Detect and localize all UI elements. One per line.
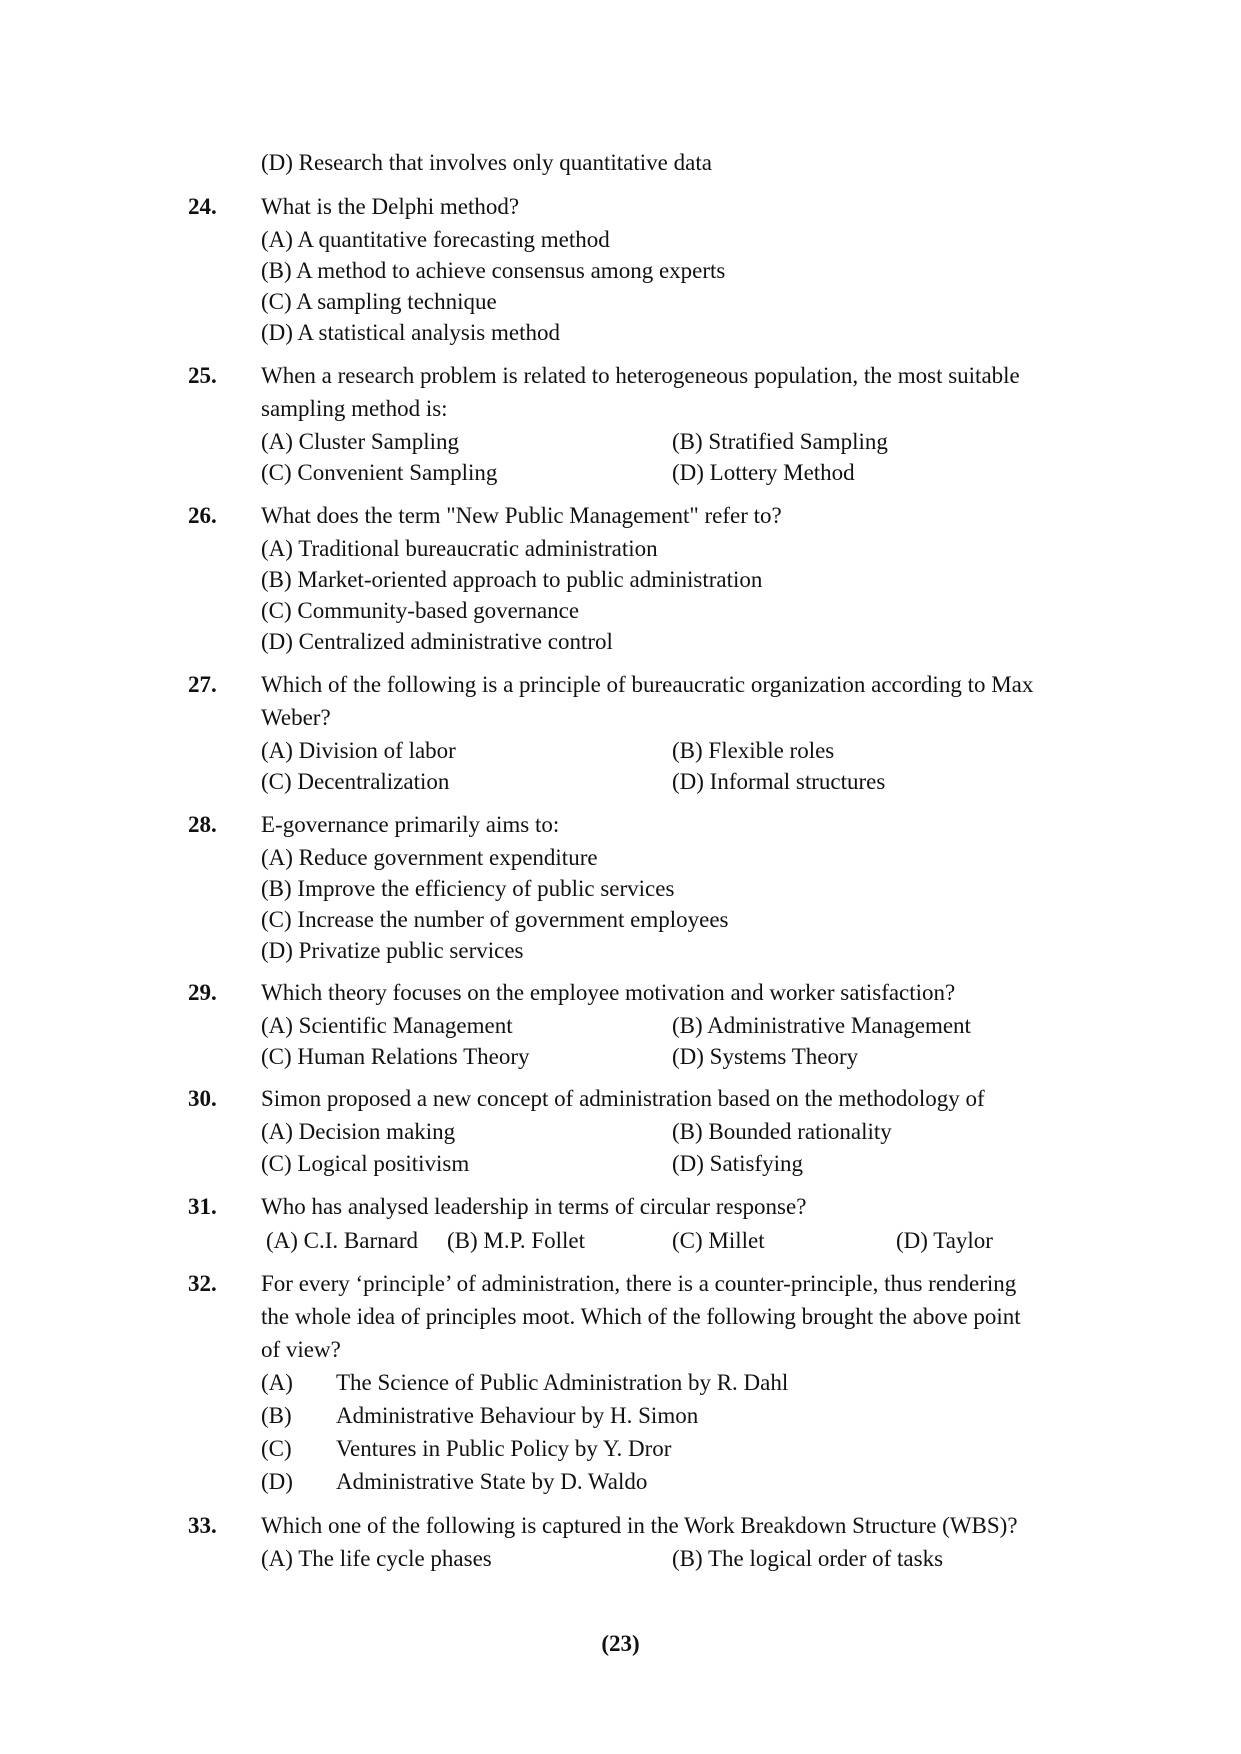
option-d: (D) Centralized administrative control — [261, 629, 613, 654]
question-number: 29. — [188, 980, 217, 1005]
question-text: What is the Delphi method? — [261, 194, 520, 219]
option-b: (B) Improve the efficiency of public services — [261, 876, 675, 901]
option-d-label: (D) — [261, 1469, 293, 1494]
option-a: (A) Division of labor — [261, 738, 456, 763]
option-c: (C) Logical positivism — [261, 1151, 470, 1176]
option-c: (C) Human Relations Theory — [261, 1044, 530, 1069]
option-c: (C) Convenient Sampling — [261, 460, 498, 485]
option-c: (C) A sampling technique — [261, 289, 497, 314]
option-a-label: (A) — [261, 1370, 293, 1395]
option-a: (A) Decision making — [261, 1119, 456, 1144]
question-text: Simon proposed a new concept of administration based on the methodology of — [261, 1086, 985, 1111]
option-a: (A) Reduce government expenditure — [261, 845, 598, 870]
question-text: Which one of the following is captured in the Work Breakdown Structure (WBS)? — [261, 1513, 1018, 1538]
question-number: 24. — [188, 194, 217, 219]
question-number: 28. — [188, 812, 217, 837]
option-d: (D) Lottery Method — [672, 460, 855, 485]
option-b: (B) The logical order of tasks — [672, 1546, 944, 1571]
option-a: (A) The life cycle phases — [261, 1546, 492, 1571]
option-d: (D) Informal structures — [672, 769, 886, 794]
question-number: 32. — [188, 1271, 217, 1296]
question-number: 26. — [188, 503, 217, 528]
question-text: sampling method is: — [261, 396, 448, 421]
question-text: of view? — [261, 1337, 341, 1362]
option-c: (C) Community-based governance — [261, 598, 580, 623]
question-number: 33. — [188, 1513, 217, 1538]
option-a: (A) A quantitative forecasting method — [261, 227, 610, 252]
question-text: For every ‘principle’ of administration, there is a counter-principle, thus rendering — [261, 1271, 1017, 1296]
option-d-text: Administrative State by D. Waldo — [336, 1469, 648, 1494]
option-a: (A) Scientific Management — [261, 1013, 513, 1038]
option-d: (D) Privatize public services — [261, 938, 524, 963]
option-b-text: Administrative Behaviour by H. Simon — [336, 1403, 699, 1428]
option-d: (D) Taylor — [896, 1228, 993, 1253]
option-a: (A) C.I. Barnard — [266, 1228, 419, 1253]
page-number: (23) — [601, 1631, 640, 1656]
option-d: (D) Satisfying — [672, 1151, 803, 1176]
option-b: (B) M.P. Follet — [447, 1228, 586, 1253]
option-c: (C) Increase the number of government employees — [261, 907, 729, 932]
option-b: (B) Bounded rationality — [672, 1119, 892, 1144]
option-b: (B) Flexible roles — [672, 738, 835, 763]
question-text: Which theory focuses on the employee motivation and worker satisfaction? — [261, 980, 956, 1005]
question-number: 31. — [188, 1194, 217, 1219]
question-number: 27. — [188, 672, 217, 697]
option-b: (B) A method to achieve consensus among experts — [261, 258, 726, 283]
option-b: (B) Stratified Sampling — [672, 429, 888, 454]
question-text: What does the term "New Public Management" refer to? — [261, 503, 782, 528]
option-c-label: (C) — [261, 1436, 292, 1461]
option-b-label: (B) — [261, 1403, 292, 1428]
question-text: Which of the following is a principle of bureaucratic organization according to Max — [261, 672, 1034, 697]
question-text: Who has analysed leadership in terms of circular response? — [261, 1194, 807, 1219]
option-c: (C) Decentralization — [261, 769, 450, 794]
option-a: (A) Traditional bureaucratic administration — [261, 536, 658, 561]
option-a: (A) Cluster Sampling — [261, 429, 460, 454]
question-text: E-governance primarily aims to: — [261, 812, 560, 837]
option-b: (B) Market-oriented approach to public administration — [261, 567, 763, 592]
question-text: Weber? — [261, 705, 331, 730]
question-number: 25. — [188, 363, 217, 388]
option-d: (D) Systems Theory — [672, 1044, 859, 1069]
question-text: When a research problem is related to heterogeneous population, the most suitable — [261, 363, 1020, 388]
question-text: the whole idea of principles moot. Which of the following brought the above point — [261, 1304, 1021, 1329]
option-c: (C) Millet — [672, 1228, 765, 1253]
option-d: (D) A statistical analysis method — [261, 320, 560, 345]
question-23-option-d: (D) Research that involves only quantitative data — [261, 150, 712, 175]
option-c-text: Ventures in Public Policy by Y. Dror — [336, 1436, 672, 1461]
question-number: 30. — [188, 1086, 217, 1111]
option-b: (B) Administrative Management — [672, 1013, 971, 1038]
option-a-text: The Science of Public Administration by R. Dahl — [336, 1370, 789, 1395]
